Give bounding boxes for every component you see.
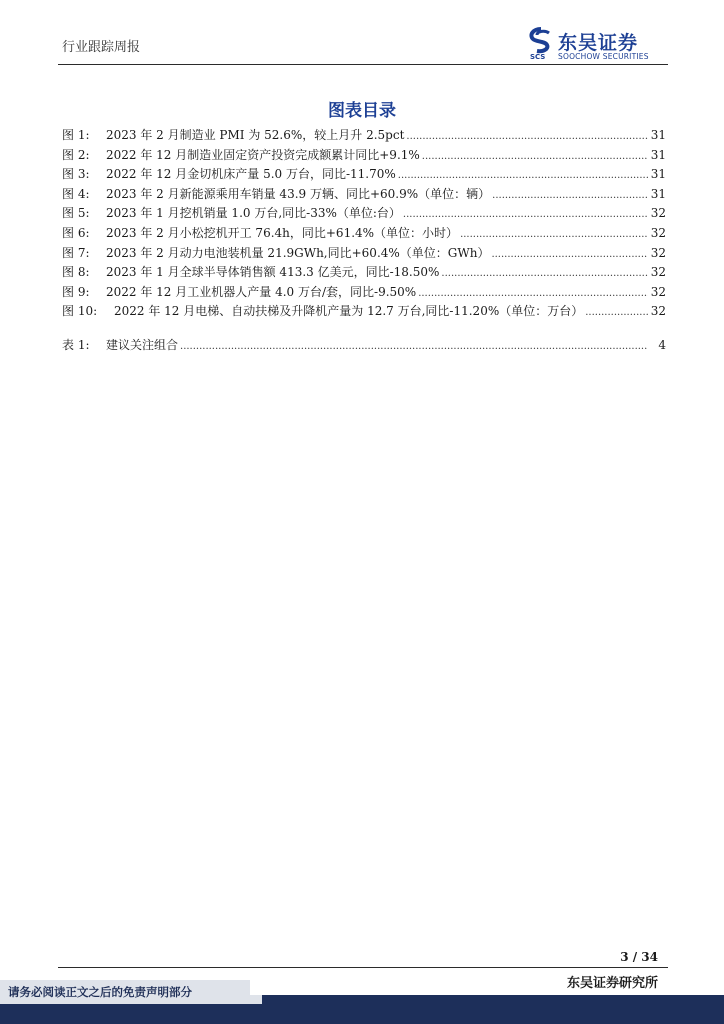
toc-entry-title: 2023 年 1 月挖机销量 1.0 万台,同比-33%（单位:台）	[106, 206, 401, 221]
dot-leader	[460, 225, 648, 245]
company-logo	[527, 27, 677, 63]
footer-divider	[58, 967, 668, 968]
dot-leader	[406, 127, 648, 147]
toc-entry-page: 32	[650, 304, 666, 319]
dot-leader	[418, 284, 648, 304]
toc-entry-title: 2023 年 2 月新能源乘用车销量 43.9 万辆、同比+60.9%（单位：辆）	[106, 186, 491, 201]
dot-leader	[491, 245, 648, 265]
toc-entry-page: 31	[650, 128, 666, 142]
toc-entry-figure-1[interactable]	[62, 126, 666, 146]
dot-leader	[585, 303, 648, 323]
toc-entry-figure-9[interactable]	[62, 283, 666, 303]
toc-entry-figure-4[interactable]	[62, 185, 666, 205]
logo-mark-text: SCS	[530, 53, 546, 61]
toc-entry-page: 4	[658, 338, 666, 352]
report-type-label: 行业跟踪周报	[62, 40, 141, 55]
toc-entry-table-1[interactable]	[62, 336, 666, 356]
toc-entry-page: 32	[650, 206, 666, 221]
dot-leader	[180, 337, 648, 357]
disclaimer-band	[0, 980, 250, 1004]
figure-toc-list	[62, 126, 666, 322]
toc-entry-title: 2022 年 12 月金切机床产量 5.0 万台，同比-11.70%	[106, 167, 396, 182]
toc-entry-title: 2022 年 12 月制造业固定资产投资完成额累计同比+9.1%	[106, 147, 420, 162]
table-toc-list	[62, 336, 666, 356]
toc-entry-figure-2[interactable]	[62, 146, 666, 166]
dot-leader	[422, 147, 648, 167]
disclaimer-text: 请务必阅读正文之后的免责声明部分	[8, 985, 192, 999]
toc-entry-title: 建议关注组合	[106, 338, 179, 352]
toc-entry-label: 图 5:	[62, 206, 90, 221]
toc-entry-page: 32	[650, 245, 666, 260]
toc-entry-label: 图 8:	[62, 265, 90, 280]
toc-entry-page: 32	[650, 265, 666, 280]
toc-entry-label: 图 2:	[62, 147, 90, 162]
toc-entry-label: 图 4:	[62, 186, 90, 201]
footer-organization: 东吴证券研究所	[566, 976, 658, 991]
toc-entry-label: 图 1:	[62, 128, 90, 142]
toc-entry-figure-7[interactable]	[62, 244, 666, 264]
toc-entry-page: 31	[650, 167, 666, 182]
toc-entry-label: 图 9:	[62, 284, 90, 299]
toc-entry-figure-5[interactable]	[62, 204, 666, 224]
toc-entry-page: 32	[650, 225, 666, 240]
toc-entry-title: 2023 年 2 月小松挖机开工 76.4h，同比+61.4%（单位：小时）	[106, 225, 459, 240]
page-number: 3 / 34	[620, 950, 658, 964]
toc-entry-page: 32	[650, 284, 666, 299]
toc-entry-title: 2023 年 1 月全球半导体销售额 413.3 亿美元，同比-18.50%	[106, 265, 440, 280]
toc-entry-label: 图 10:	[62, 304, 98, 319]
logo-chinese-name: 东吴证券	[558, 32, 639, 54]
toc-entry-page: 31	[650, 186, 666, 201]
toc-entry-page: 31	[650, 147, 666, 162]
toc-entry-label: 图 3:	[62, 167, 90, 182]
toc-entry-label: 图 6:	[62, 225, 90, 240]
toc-entry-figure-6[interactable]	[62, 224, 666, 244]
toc-entry-figure-8[interactable]	[62, 263, 666, 283]
dot-leader	[403, 205, 648, 225]
toc-entry-figure-10[interactable]	[62, 302, 666, 322]
dot-leader	[441, 264, 648, 284]
toc-entry-title: 2023 年 2 月制造业 PMI 为 52.6%，较上月升 2.5pct	[106, 128, 405, 142]
header-divider	[58, 64, 668, 65]
dot-leader	[492, 186, 648, 206]
logo-english-name: SOOCHOW SECURITIES	[558, 52, 649, 61]
toc-title: 图表目录	[328, 101, 396, 121]
toc-entry-title: 2023 年 2 月动力电池装机量 21.9GWh,同比+60.4%（单位：GWh）	[106, 245, 490, 260]
toc-entry-figure-3[interactable]	[62, 165, 666, 185]
toc-entry-label: 表 1:	[62, 338, 90, 352]
dot-leader	[398, 166, 648, 186]
toc-entry-label: 图 7:	[62, 245, 90, 260]
logo-mark-icon	[527, 27, 555, 61]
toc-entry-title: 2022 年 12 月电梯、自动扶梯及升降机产量为 12.7 万台,同比-11.20%（单位：万台）	[114, 304, 584, 319]
toc-entry-title: 2022 年 12 月工业机器人产量 4.0 万台/套，同比-9.50%	[106, 284, 417, 299]
